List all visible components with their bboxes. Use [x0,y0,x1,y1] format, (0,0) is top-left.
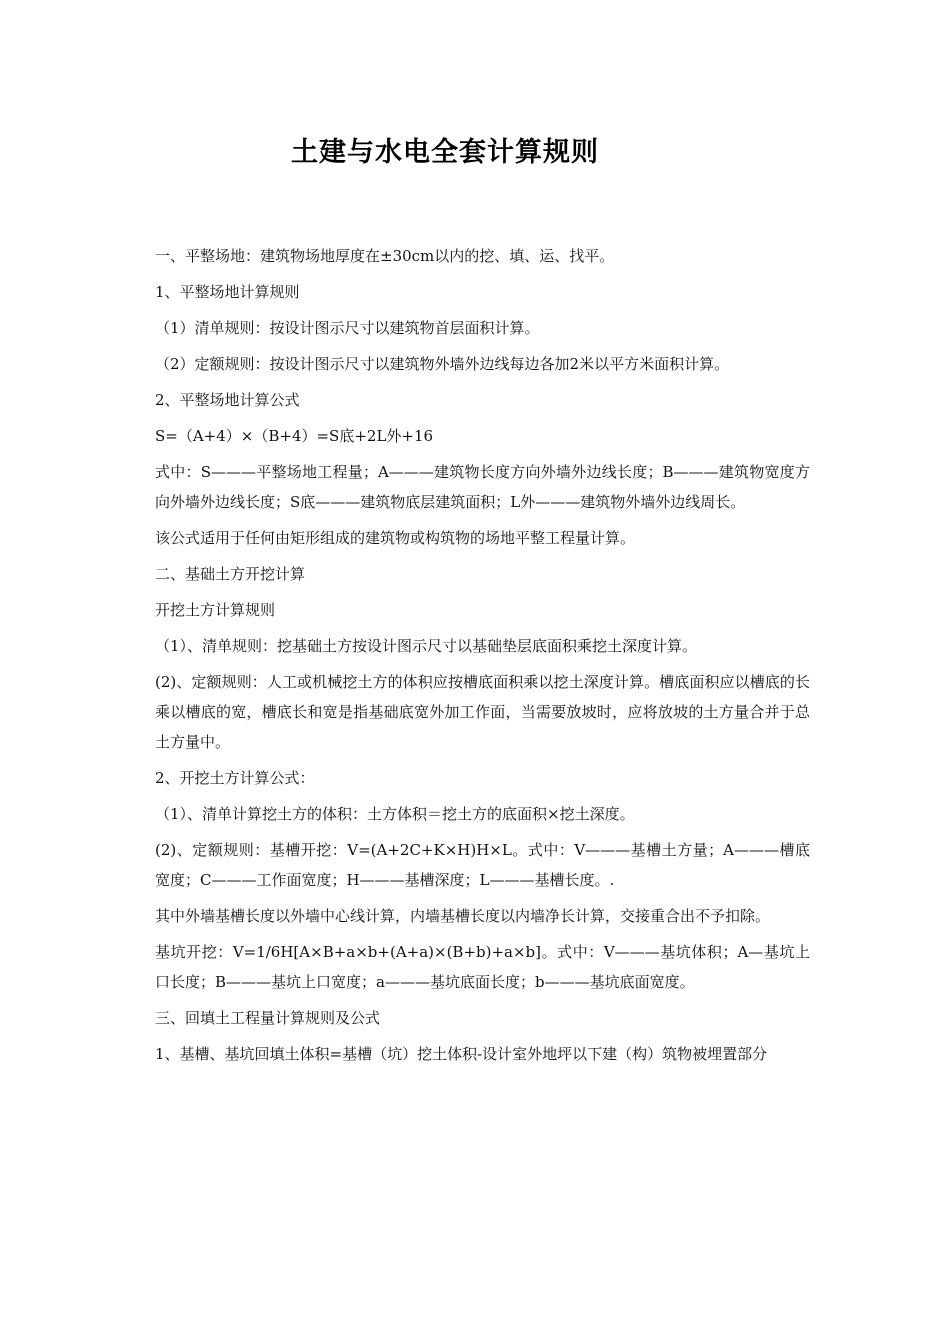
paragraph-excavation-rules-heading: 开挖土方计算规则 [155,601,276,619]
paragraph-trench-length-note: 其中外墙基槽长度以外墙中心线计算，内墙基槽长度以内墙净长计算，交接重合出不予扣除。 [155,907,771,925]
paragraph-backfill-heading: 三、回填土工程量计算规则及公式 [155,1009,381,1027]
paragraph-leveling-rules-heading: 1、平整场地计算规则 [155,283,300,301]
paragraph-leveling-formula-heading: 2、平整场地计算公式 [155,391,300,409]
paragraph-excavation-list-formula: （1）、清单计算挖土方的体积：土方体积＝挖土方的底面积×挖土深度。 [155,805,635,823]
paragraph-pit-formula: 基坑开挖：V=1/6H[A×B+a×b+(A+a)×(B+b)+a×b]。式中：V———基坑体积；A—基坑上口长度；B———基坑上口宽度；a———基坑底面长度；b———基坑底面宽度。 [155,943,810,991]
paragraph-leveling-list-rule: （1）清单规则：按设计图示尺寸以建筑物首层面积计算。 [155,319,540,337]
paragraph-leveling-quota-rule: （2）定额规则：按设计图示尺寸以建筑物外墙外边线每边各加2米以平方米面积计算。 [155,355,730,373]
paragraph-excavation-list-rule: （1）、清单规则：挖基础土方按设计图示尺寸以基础垫层底面积乘挖土深度计算。 [155,637,698,655]
paragraph-site-leveling-heading: 一、平整场地：建筑物场地厚度在±30cm以内的挖、填、运、找平。 [155,247,615,265]
paragraph-excavation-quota-rule: (2)、定额规则：人工或机械挖土方的体积应按槽底面积乘以挖土深度计算。槽底面积应以槽底的长乘以槽底的宽，槽底长和宽是指基础底宽外加工作面，当需要放坡时，应将放坡的土方量合并于总土方量中。 [155,673,810,751]
paragraph-leveling-applicability: 该公式适用于任何由矩形组成的建筑物或构筑物的场地平整工程量计算。 [155,529,636,547]
paragraph-leveling-formula-notes: 式中：S———平整场地工程量；A———建筑物长度方向外墙外边线长度；B———建筑物宽度方向外墙外边线长度；S底———建筑物底层建筑面积；L外———建筑物外墙外边线周长。 [155,463,810,511]
paragraph-trench-formula: (2)、定额规则：基槽开挖：V=(A+2C+K×H)H×L。式中：V———基槽土方量；A———槽底宽度；C———工作面宽度；H———基槽深度；L———基槽长度。. [155,841,810,889]
document-body [155,241,810,1075]
paragraph-excavation-heading: 二、基础土方开挖计算 [155,565,306,583]
paragraph-leveling-formula: S=（A+4）×（B+4）=S底+2L外+16 [155,427,434,445]
paragraph-excavation-formula-heading: 2、开挖土方计算公式： [155,769,315,787]
document-title: 土建与水电全套计算规则 [291,137,599,168]
paragraph-backfill-formula: 1、基槽、基坑回填土体积=基槽（坑）挖土体积-设计室外地坪以下建（构）筑物被埋置部分 [155,1045,768,1063]
